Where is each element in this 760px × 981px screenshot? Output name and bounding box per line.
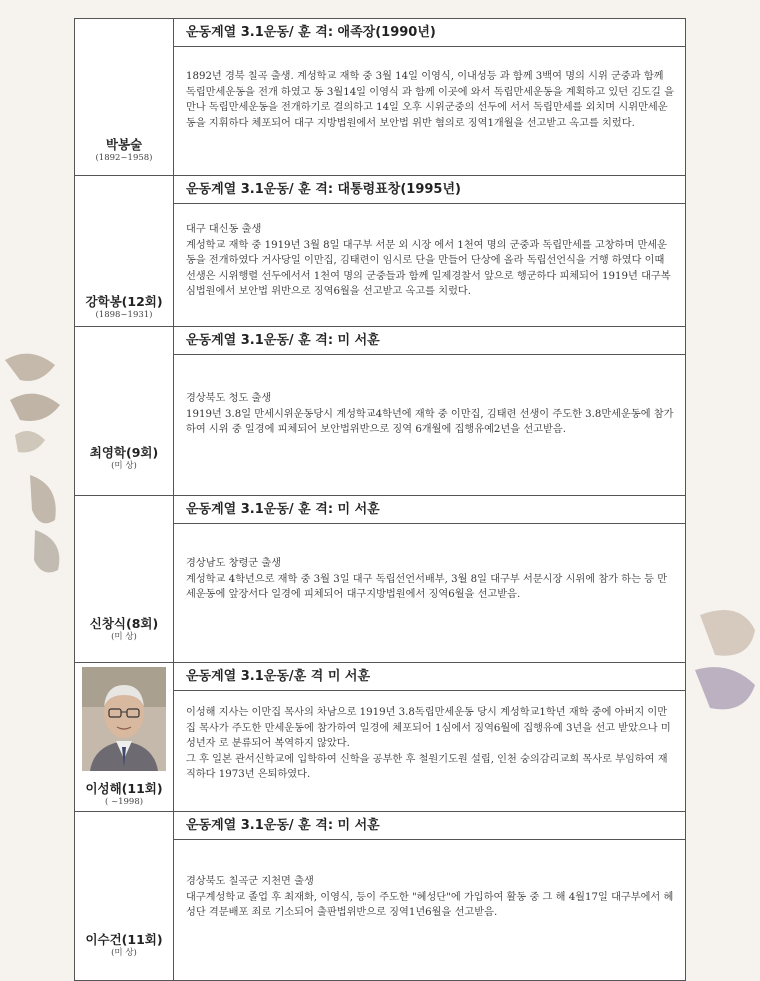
record-row [75,19,686,47]
record-row [75,327,686,355]
person-years: ( ~1998) [104,797,144,807]
person-years: (미 상) [111,632,137,642]
person-name: 이성해(11회) [85,781,163,796]
name-cell [75,663,174,812]
record-description: 경상남도 창령군 출생 계성학교 4학년으로 재학 중 3월 3일 대구 독립선언서배부, 3월 8일 대구부 서문시장 시위에 참가 하는 등 만세운동에 앞장서다 일경에 피체되어 대구지방법원에서 징역6월을 선고받음. [174,524,686,663]
person-years: (미 상) [111,948,137,958]
record-description: 1892년 경북 칠곡 출생. 계성학교 재학 중 3월 14일 이영식, 이내성등 과 함께 3백여 명의 시위 군중과 함께 독립만세운동을 전개 하였고 동 3월14일 이영식 과 함께 이곳에 와서 독립만세운동을 계획하고 있던 김도길 을 만나 독립만세운동을 전개하기로 결의하고 14일 오후 시위군중의 선두에 서서 독립만세를 외치며 시위만세운동을 지휘하다 체포되어 대구 지방법원에서 보안법 위반 혐의로 징역1개월을 선고받고 옥고를 치렀다. [174,47,686,176]
record-heading: 운동계열 3.1운동/ 훈 격: 미 서훈 [174,812,686,840]
record-row [75,176,686,204]
name-cell [75,327,174,496]
person-years: (1892~1958) [95,153,153,163]
brush-stroke-decoration [0,340,70,460]
person-years: (1898~1931) [95,310,153,320]
record-description: 대구 대신동 출생 계성학교 재학 중 1919년 3월 8일 대구부 서문 외 시장 에서 1천여 명의 군중과 독립만세를 고창하며 만세운동을 전개하였다 거사당일 이만집, 김태련이 임시로 단을 만들어 단상에 올라 독립선언식을 거행 하였다 이때 선생은 시위행렬 선두에서서 1천여 명의 군중들과 함께 일제경찰서 앞으로 행군하다 피체되어 1919년 대구복심법원에서 보안법 위반으로 징역6월을 선고받고 옥고를 치렀다. [174,204,686,327]
independence-activists-table [74,18,686,981]
portrait-photo [82,667,166,771]
person-years: (미 상) [111,461,137,471]
record-heading: 운동계열 3.1운동/ 훈 격: 미 서훈 [174,496,686,524]
record-heading: 운동계열 3.1운동/ 훈 격: 애족장(1990년) [174,19,686,47]
record-heading: 운동계열 3.1운동/훈 격 미 서훈 [174,663,686,691]
record-row [75,812,686,840]
record-row [75,496,686,524]
brush-stroke-decoration [20,470,75,580]
record-description: 이성해 지사는 이만집 목사의 차남으로 1919년 3.8독립만세운동 당시 계성학교1학년 재학 중에 아버지 이만집 목사가 주도한 만세운동에 참가하여 일경에 체포되어 1심에서 징역6월에 집행유예 3년을 선고 받았으나 미성년자 로 분류되어 복역하지 않았다. 그 후 일본 관서신학교에 입학하여 신학을 공부한 후 철원기도원 설립, 인천 숭의감리교회 목사로 부임하여 재직하다 1973년 은퇴하였다. [174,691,686,812]
person-name: 박봉술 [105,137,143,152]
record-description: 경상북도 칠곡군 지천면 출생 대구계성학교 졸업 후 최재화, 이영식, 등이 주도한 "혜성단"에 가입하여 활동 중 그 해 4월17일 대구부에서 혜성단 격문배포 죄로 기소되어 출판법위반으로 징역1년6월을 선고받음. [174,840,686,981]
name-cell [75,176,174,327]
record-description: 경상북도 청도 출생 1919년 3.8일 만세시위운동당시 계성학교4학년에 재학 중 이만집, 김태련 선생이 주도한 3.8만세운동에 참가하여 시위 중 일경에 피체되어 보안법위반으로 징역 6개월에 집행유예2년을 선고받음. [174,355,686,496]
brush-stroke-decoration [690,600,760,720]
person-name: 강학봉(12회) [85,294,163,309]
person-name: 최영학(9회) [89,445,159,460]
name-cell [75,812,174,981]
person-name: 신창식(8회) [89,616,159,631]
name-cell [75,19,174,176]
name-cell [75,496,174,663]
record-heading: 운동계열 3.1운동/ 훈 격: 대통령표창(1995년) [174,176,686,204]
person-name: 이수건(11회) [85,932,163,947]
record-heading: 운동계열 3.1운동/ 훈 격: 미 서훈 [174,327,686,355]
record-row [75,663,686,691]
